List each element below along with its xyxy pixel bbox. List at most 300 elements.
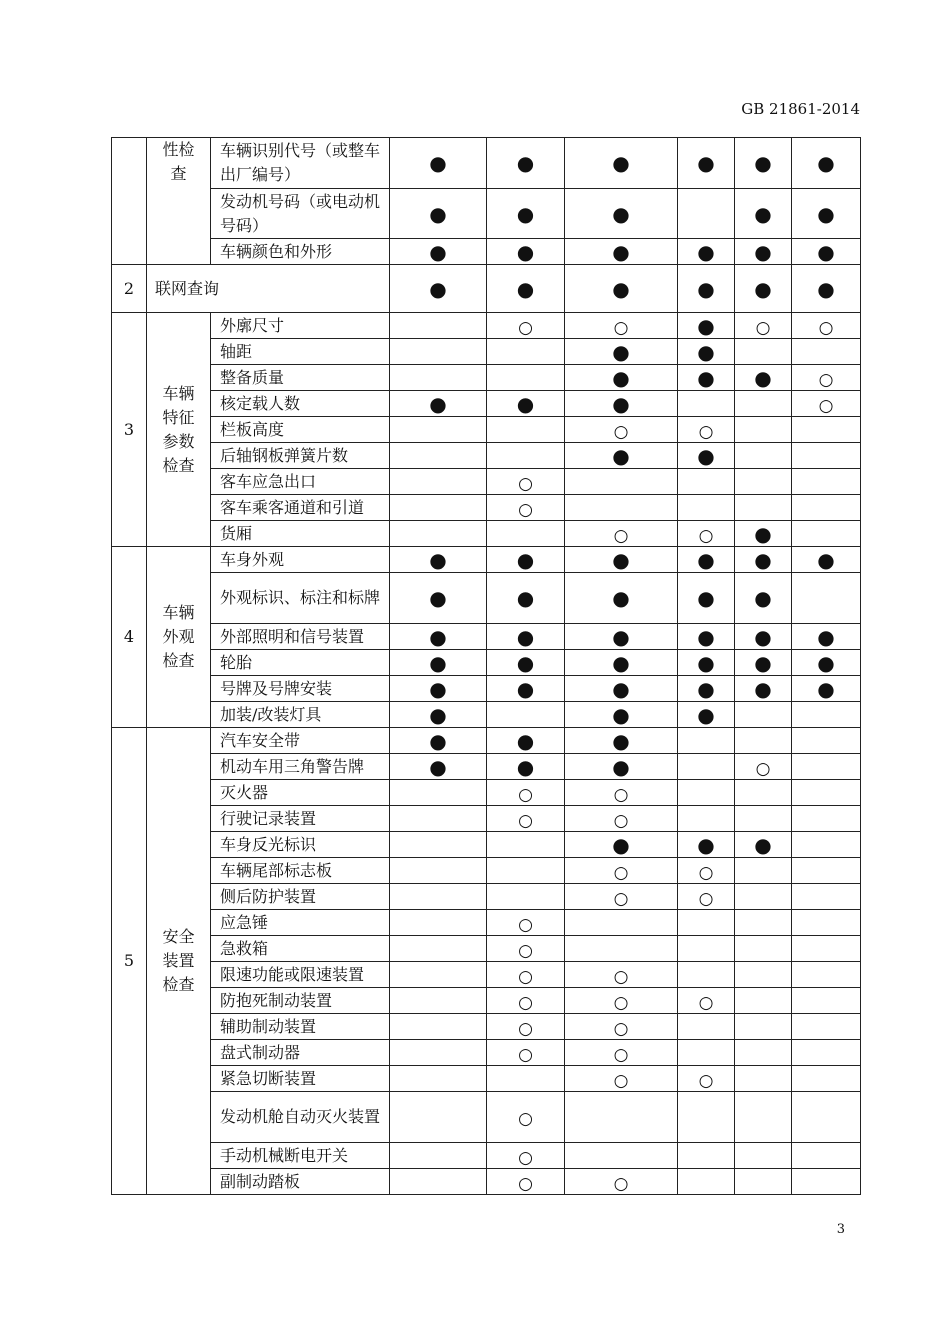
check-item: 客车乘客通道和引道 [211, 495, 390, 521]
mark-cell [487, 806, 565, 832]
mark-cell [792, 676, 861, 702]
check-item: 辅助制动装置 [211, 1014, 390, 1040]
filled-circle-mark: ● [612, 365, 630, 390]
filled-circle-mark: ● [429, 201, 447, 226]
mark-cell [678, 1014, 735, 1040]
mark-cell [487, 702, 565, 728]
mark-cell [792, 988, 861, 1014]
open-circle-mark: ○ [518, 992, 533, 1013]
mark-cell [678, 573, 735, 624]
mark-cell [487, 313, 565, 339]
mark-cell [678, 1143, 735, 1169]
mark-cell [487, 495, 565, 521]
page-number: 3 [836, 1222, 845, 1237]
open-circle-mark: ○ [518, 966, 533, 987]
table-row [112, 624, 861, 650]
filled-circle-mark: ● [612, 547, 630, 572]
check-item: 整备质量 [211, 365, 390, 391]
mark-cell [487, 573, 565, 624]
mark-cell [678, 521, 735, 547]
table-row [112, 469, 861, 495]
mark-cell [792, 780, 861, 806]
filled-circle-mark: ● [697, 276, 715, 301]
check-item: 紧急切断装置 [211, 1066, 390, 1092]
mark-cell [735, 495, 792, 521]
mark-cell [565, 313, 678, 339]
filled-circle-mark: ● [516, 151, 535, 175]
mark-cell [792, 702, 861, 728]
open-circle-mark: ○ [755, 758, 771, 779]
table-row [112, 988, 861, 1014]
mark-cell [390, 806, 487, 832]
table-row [112, 495, 861, 521]
mark-cell [487, 832, 565, 858]
mark-cell [390, 754, 487, 780]
mark-cell [487, 728, 565, 754]
category-cell: 车辆 外观 检查 [147, 547, 211, 728]
filled-circle-mark: ● [429, 239, 447, 264]
mark-cell [487, 1143, 565, 1169]
mark-cell [678, 313, 735, 339]
mark-cell [792, 858, 861, 884]
mark-cell [678, 988, 735, 1014]
open-circle-mark: ○ [698, 1070, 714, 1091]
filled-circle-mark: ● [697, 339, 715, 364]
filled-circle-mark: ● [429, 676, 447, 701]
mark-cell [735, 1143, 792, 1169]
check-item: 轮胎 [211, 650, 390, 676]
filled-circle-mark: ● [612, 443, 630, 468]
mark-cell [487, 624, 565, 650]
filled-circle-mark: ● [754, 365, 772, 390]
table-row [112, 239, 861, 265]
filled-circle-mark: ● [516, 728, 535, 753]
mark-cell [390, 1143, 487, 1169]
check-item: 车辆尾部标志板 [211, 858, 390, 884]
filled-circle-mark: ● [612, 339, 630, 364]
mark-cell [735, 391, 792, 417]
standard-code: GB 21861-2014 [741, 100, 860, 118]
mark-cell [487, 858, 565, 884]
mark-cell [678, 547, 735, 573]
table-row [112, 676, 861, 702]
filled-circle-mark: ● [817, 276, 835, 301]
mark-cell [792, 1169, 861, 1195]
filled-circle-mark: ● [516, 391, 535, 416]
mark-cell [565, 138, 678, 189]
mark-cell [735, 624, 792, 650]
check-item: 发动机号码（或电动机号码） [211, 189, 390, 239]
mark-cell [487, 417, 565, 443]
mark-cell [565, 391, 678, 417]
mark-cell [792, 624, 861, 650]
table-row [112, 391, 861, 417]
open-circle-mark: ○ [613, 1044, 629, 1065]
mark-cell [390, 365, 487, 391]
mark-cell [792, 1066, 861, 1092]
mark-cell [487, 339, 565, 365]
mark-cell [678, 676, 735, 702]
mark-cell [678, 1169, 735, 1195]
filled-circle-mark: ● [697, 239, 715, 264]
table-row [112, 313, 861, 339]
open-circle-mark: ○ [613, 1018, 629, 1039]
filled-circle-mark: ● [754, 521, 772, 546]
open-circle-mark: ○ [518, 1147, 533, 1168]
mark-cell [487, 391, 565, 417]
mark-cell [792, 138, 861, 189]
table-row [112, 1040, 861, 1066]
table-row [112, 936, 861, 962]
mark-cell [390, 676, 487, 702]
filled-circle-mark: ● [754, 547, 772, 572]
check-item: 外部照明和信号装置 [211, 624, 390, 650]
open-circle-mark: ○ [518, 914, 533, 935]
check-item: 侧后防护装置 [211, 884, 390, 910]
mark-cell [735, 469, 792, 495]
mark-cell [390, 728, 487, 754]
open-circle-mark: ○ [818, 317, 834, 338]
mark-cell [678, 417, 735, 443]
check-item: 外观标识、标注和标牌 [211, 573, 390, 624]
open-circle-mark: ○ [518, 1109, 533, 1129]
mark-cell [735, 265, 792, 313]
table-row [112, 1169, 861, 1195]
mark-cell [390, 624, 487, 650]
check-item: 发动机舱自动灭火装置 [211, 1092, 390, 1143]
mark-cell [390, 884, 487, 910]
open-circle-mark: ○ [518, 317, 533, 338]
open-circle-mark: ○ [518, 784, 533, 805]
filled-circle-mark: ● [429, 702, 447, 727]
mark-cell [390, 910, 487, 936]
open-circle-mark: ○ [613, 992, 629, 1013]
filled-circle-mark: ● [516, 239, 535, 264]
mark-cell [565, 936, 678, 962]
mark-cell [735, 936, 792, 962]
mark-cell [487, 469, 565, 495]
mark-cell [487, 239, 565, 265]
mark-cell [735, 1066, 792, 1092]
filled-circle-mark: ● [754, 201, 772, 226]
open-circle-mark: ○ [613, 1173, 629, 1194]
open-circle-mark: ○ [698, 421, 714, 442]
check-item: 汽车安全带 [211, 728, 390, 754]
mark-cell [678, 728, 735, 754]
filled-circle-mark: ● [697, 650, 715, 675]
mark-cell [735, 1169, 792, 1195]
mark-cell [735, 858, 792, 884]
mark-cell [792, 1014, 861, 1040]
mark-cell [390, 138, 487, 189]
table-row [112, 365, 861, 391]
mark-cell [792, 339, 861, 365]
mark-cell [390, 417, 487, 443]
category-cell: 联网查询 [147, 265, 390, 313]
mark-cell [390, 239, 487, 265]
filled-circle-mark: ● [697, 702, 715, 727]
check-item: 机动车用三角警告牌 [211, 754, 390, 780]
open-circle-mark: ○ [613, 1070, 629, 1091]
open-circle-mark: ○ [698, 888, 714, 909]
check-item: 客车应急出口 [211, 469, 390, 495]
mark-cell [565, 754, 678, 780]
check-item: 手动机械断电开关 [211, 1143, 390, 1169]
filled-circle-mark: ● [817, 201, 835, 226]
mark-cell [678, 702, 735, 728]
mark-cell [735, 313, 792, 339]
filled-circle-mark: ● [754, 586, 772, 610]
mark-cell [565, 365, 678, 391]
mark-cell [678, 832, 735, 858]
table-row [112, 832, 861, 858]
item-number [112, 138, 147, 265]
filled-circle-mark: ● [697, 547, 715, 572]
filled-circle-mark: ● [516, 754, 535, 779]
mark-cell [565, 676, 678, 702]
mark-cell [390, 391, 487, 417]
table-row [112, 138, 861, 189]
mark-cell [792, 1092, 861, 1143]
mark-cell [487, 443, 565, 469]
mark-cell [735, 702, 792, 728]
mark-cell [565, 728, 678, 754]
mark-cell [390, 1014, 487, 1040]
filled-circle-mark: ● [697, 624, 715, 649]
filled-circle-mark: ● [612, 676, 630, 701]
mark-cell [792, 391, 861, 417]
mark-cell [565, 547, 678, 573]
mark-cell [735, 910, 792, 936]
filled-circle-mark: ● [516, 676, 535, 701]
mark-cell [565, 417, 678, 443]
mark-cell [565, 521, 678, 547]
table-row [112, 265, 861, 313]
filled-circle-mark: ● [429, 650, 447, 675]
filled-circle-mark: ● [612, 702, 630, 727]
mark-cell [735, 806, 792, 832]
mark-cell [792, 754, 861, 780]
category-cell: 车辆 特征 参数 检查 [147, 313, 211, 547]
filled-circle-mark: ● [754, 151, 772, 175]
mark-cell [735, 962, 792, 988]
mark-cell [390, 650, 487, 676]
mark-cell [565, 573, 678, 624]
mark-cell [487, 521, 565, 547]
mark-cell [565, 1040, 678, 1066]
mark-cell [390, 573, 487, 624]
filled-circle-mark: ● [697, 443, 715, 468]
mark-cell [390, 858, 487, 884]
check-item: 车身外观 [211, 547, 390, 573]
mark-cell [792, 469, 861, 495]
mark-cell [390, 189, 487, 239]
filled-circle-mark: ● [429, 391, 447, 416]
mark-cell [565, 702, 678, 728]
table-row [112, 339, 861, 365]
mark-cell [678, 806, 735, 832]
filled-circle-mark: ● [516, 586, 535, 610]
mark-cell [678, 650, 735, 676]
mark-cell [565, 988, 678, 1014]
check-item: 车辆识别代号（或整车出厂编号） [211, 138, 390, 189]
open-circle-mark: ○ [613, 784, 629, 805]
mark-cell [565, 858, 678, 884]
mark-cell [565, 650, 678, 676]
mark-cell [565, 624, 678, 650]
check-item: 盘式制动器 [211, 1040, 390, 1066]
filled-circle-mark: ● [516, 547, 535, 572]
mark-cell [487, 547, 565, 573]
check-item: 号牌及号牌安装 [211, 676, 390, 702]
mark-cell [735, 1092, 792, 1143]
mark-cell [792, 239, 861, 265]
open-circle-mark: ○ [613, 888, 629, 909]
filled-circle-mark: ● [516, 276, 535, 301]
filled-circle-mark: ● [697, 151, 715, 175]
open-circle-mark: ○ [818, 369, 834, 390]
mark-cell [735, 417, 792, 443]
filled-circle-mark: ● [754, 650, 772, 675]
mark-cell [565, 495, 678, 521]
mark-cell [565, 806, 678, 832]
check-item: 外廓尺寸 [211, 313, 390, 339]
mark-cell [565, 910, 678, 936]
filled-circle-mark: ● [612, 586, 630, 610]
filled-circle-mark: ● [754, 676, 772, 701]
check-item: 灭火器 [211, 780, 390, 806]
filled-circle-mark: ● [697, 676, 715, 701]
mark-cell [678, 265, 735, 313]
check-item: 加装/改装灯具 [211, 702, 390, 728]
table-row [112, 702, 861, 728]
filled-circle-mark: ● [754, 276, 772, 301]
filled-circle-mark: ● [429, 728, 447, 753]
open-circle-mark: ○ [698, 862, 714, 883]
open-circle-mark: ○ [613, 966, 629, 987]
filled-circle-mark: ● [612, 832, 630, 857]
filled-circle-mark: ● [612, 239, 630, 264]
open-circle-mark: ○ [613, 317, 629, 338]
open-circle-mark: ○ [818, 395, 834, 416]
mark-cell [390, 547, 487, 573]
mark-cell [735, 443, 792, 469]
check-item: 后轴钢板弹簧片数 [211, 443, 390, 469]
mark-cell [792, 650, 861, 676]
filled-circle-mark: ● [429, 586, 447, 610]
mark-cell [735, 573, 792, 624]
filled-circle-mark: ● [817, 547, 835, 572]
mark-cell [565, 239, 678, 265]
filled-circle-mark: ● [697, 313, 715, 338]
mark-cell [390, 1040, 487, 1066]
mark-cell [390, 469, 487, 495]
mark-cell [792, 884, 861, 910]
mark-cell [390, 339, 487, 365]
mark-cell [678, 189, 735, 239]
mark-cell [565, 962, 678, 988]
item-number: 2 [112, 265, 147, 313]
mark-cell [390, 936, 487, 962]
mark-cell [678, 391, 735, 417]
category-cell: 安全 装置 检查 [147, 728, 211, 1195]
mark-cell [678, 365, 735, 391]
filled-circle-mark: ● [754, 239, 772, 264]
mark-cell [735, 754, 792, 780]
open-circle-mark: ○ [755, 317, 771, 338]
mark-cell [735, 1014, 792, 1040]
check-item: 货厢 [211, 521, 390, 547]
table-row [112, 521, 861, 547]
item-number: 3 [112, 313, 147, 547]
mark-cell [735, 138, 792, 189]
mark-cell [735, 547, 792, 573]
mark-cell [565, 189, 678, 239]
check-item: 车身反光标识 [211, 832, 390, 858]
mark-cell [792, 1040, 861, 1066]
filled-circle-mark: ● [429, 754, 447, 779]
check-item: 副制动踏板 [211, 1169, 390, 1195]
mark-cell [792, 1143, 861, 1169]
table-row [112, 547, 861, 573]
open-circle-mark: ○ [698, 525, 714, 546]
mark-cell [792, 443, 861, 469]
check-item: 栏板高度 [211, 417, 390, 443]
filled-circle-mark: ● [612, 754, 630, 779]
filled-circle-mark: ● [612, 728, 630, 753]
filled-circle-mark: ● [516, 201, 535, 226]
filled-circle-mark: ● [612, 151, 630, 175]
filled-circle-mark: ● [817, 650, 835, 675]
filled-circle-mark: ● [516, 624, 535, 649]
filled-circle-mark: ● [817, 151, 835, 175]
mark-cell [735, 832, 792, 858]
mark-cell [678, 780, 735, 806]
mark-cell [678, 339, 735, 365]
filled-circle-mark: ● [612, 391, 630, 416]
mark-cell [390, 988, 487, 1014]
mark-cell [565, 265, 678, 313]
filled-circle-mark: ● [516, 650, 535, 675]
open-circle-mark: ○ [518, 1173, 533, 1194]
mark-cell [735, 1040, 792, 1066]
mark-cell [735, 521, 792, 547]
mark-cell [735, 988, 792, 1014]
mark-cell [792, 521, 861, 547]
mark-cell [565, 1014, 678, 1040]
open-circle-mark: ○ [518, 473, 533, 494]
table-row [112, 573, 861, 624]
mark-cell [565, 1169, 678, 1195]
table-row [112, 417, 861, 443]
inspection-table [111, 137, 861, 1195]
mark-cell [487, 910, 565, 936]
table-row [112, 1092, 861, 1143]
mark-cell [390, 521, 487, 547]
open-circle-mark: ○ [613, 525, 629, 546]
mark-cell [487, 1169, 565, 1195]
table-row [112, 884, 861, 910]
mark-cell [487, 189, 565, 239]
table-row [112, 1014, 861, 1040]
mark-cell [792, 265, 861, 313]
filled-circle-mark: ● [697, 832, 715, 857]
mark-cell [565, 832, 678, 858]
table-row [112, 806, 861, 832]
check-item: 防抱死制动装置 [211, 988, 390, 1014]
mark-cell [390, 832, 487, 858]
mark-cell [735, 676, 792, 702]
